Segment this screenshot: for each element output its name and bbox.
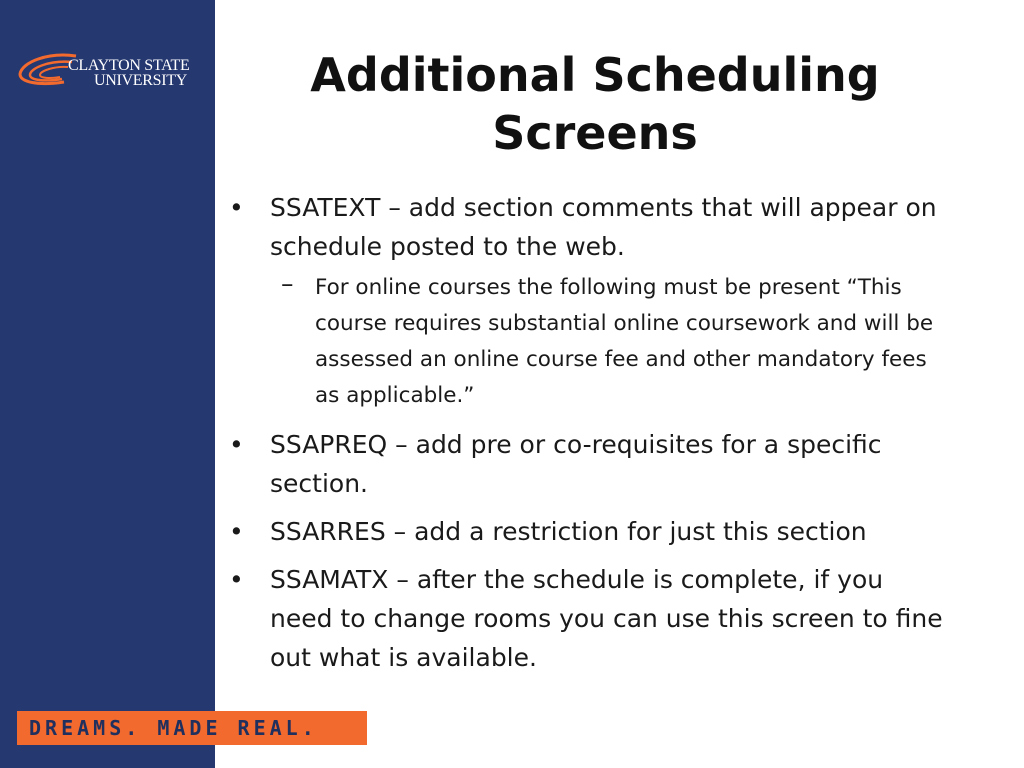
bullet-item	[229, 425, 949, 503]
sub-bullet-item	[229, 270, 949, 414]
tagline-banner: DREAMS. MADE REAL.	[17, 711, 367, 745]
bullet-marker: •	[229, 193, 244, 222]
bullet-text: SSARRES – add a restriction for just this section	[270, 517, 867, 546]
bullet-marker: •	[229, 430, 244, 459]
bullet-marker: •	[229, 565, 244, 594]
bullet-list	[229, 188, 949, 686]
bullet-item	[229, 188, 949, 266]
bullet-item	[229, 512, 949, 551]
bullet-text: SSATEXT – add section comments that will appear on schedule posted to the web.	[270, 193, 937, 261]
slide-title: Additional Scheduling Screens	[310, 48, 880, 160]
logo-line-1: CLAYTON STATE	[68, 57, 190, 74]
bullet-text: SSAMATX – after the schedule is complete, if you need to change rooms you can use this screen to fine out what is available.	[270, 565, 943, 672]
sub-bullet-marker: –	[281, 269, 294, 298]
university-logo	[18, 48, 198, 98]
sub-bullet-text: For online courses the following must be present “This course requires substantial online coursework and will be assessed an online course fee and other mandatory fees as applicable.”	[315, 275, 934, 408]
bullet-marker: •	[229, 517, 244, 546]
bullet-text: SSAPREQ – add pre or co-requisites for a specific section.	[270, 430, 882, 498]
bullet-item	[229, 560, 949, 677]
sidebar	[0, 0, 215, 768]
logo-wordmark	[68, 58, 190, 88]
logo-line-2: UNIVERSITY	[94, 72, 187, 89]
